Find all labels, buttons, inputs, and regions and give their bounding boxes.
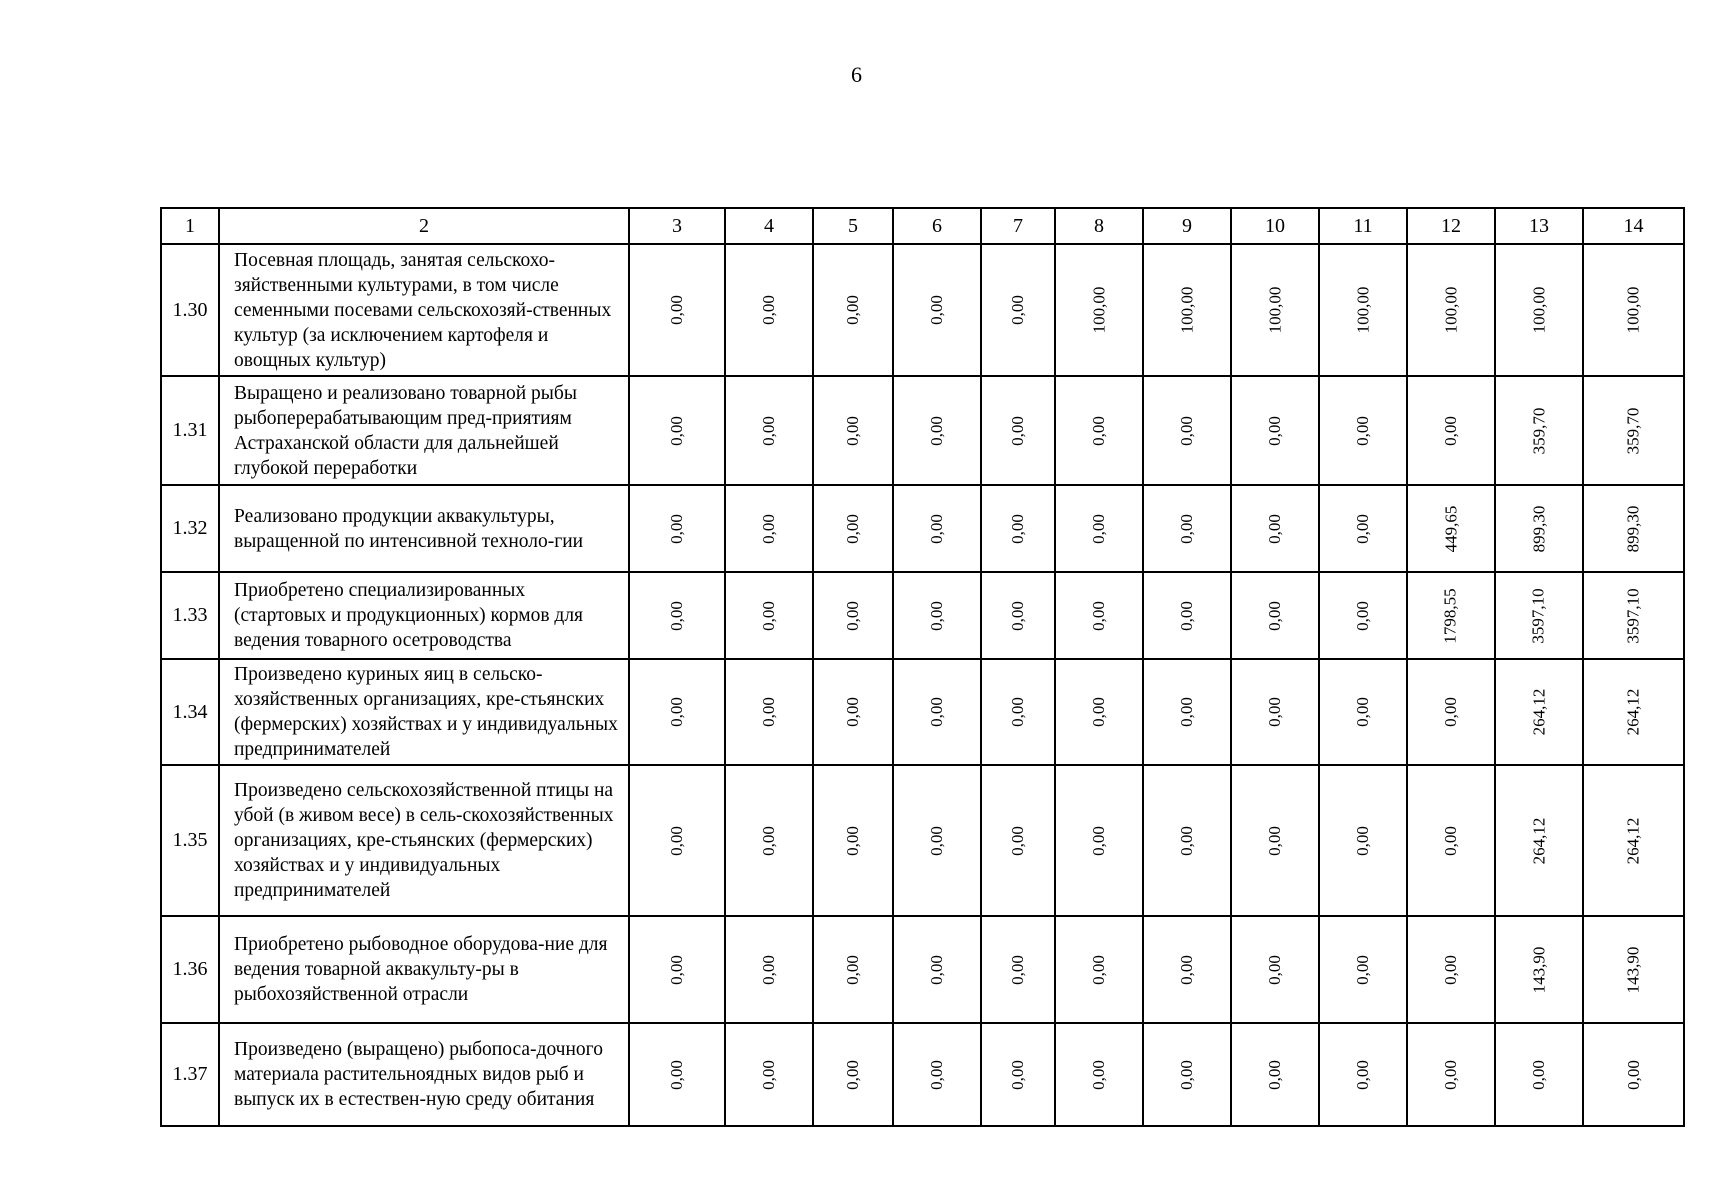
value-cell xyxy=(1319,572,1407,659)
cell-value: 0,00 xyxy=(1008,1059,1027,1090)
column-header: 6 xyxy=(893,208,981,244)
value-cell xyxy=(981,659,1055,765)
value-cell xyxy=(981,1023,1055,1126)
value-cell xyxy=(813,765,893,916)
value-cell xyxy=(1231,376,1319,485)
value-cell xyxy=(1583,1023,1684,1126)
value-cell xyxy=(1143,1023,1231,1126)
value-cell xyxy=(1231,765,1319,916)
value-cell xyxy=(1407,659,1495,765)
cell-value: 899,30 xyxy=(1623,505,1643,552)
cell-value: 449,65 xyxy=(1441,505,1460,552)
value-cell xyxy=(813,916,893,1023)
table-row xyxy=(161,485,1684,572)
column-header: 2 xyxy=(219,208,629,244)
value-cell xyxy=(1055,485,1143,572)
column-header: 5 xyxy=(813,208,893,244)
value-cell xyxy=(981,572,1055,659)
row-number: 1.36 xyxy=(161,916,219,1023)
value-cell xyxy=(1231,659,1319,765)
value-cell xyxy=(1143,765,1231,916)
cell-value: 899,30 xyxy=(1529,505,1548,552)
cell-value: 0,00 xyxy=(1441,415,1460,446)
row-description: Приобретено специализированных (стартовых и продукционных) кормов для ведения товарного осетроводства xyxy=(219,572,629,659)
value-cell xyxy=(813,1023,893,1126)
value-cell xyxy=(1583,916,1684,1023)
cell-value: 0,00 xyxy=(1089,1059,1108,1090)
cell-value: 0,00 xyxy=(1265,825,1284,856)
cell-value: 3597,10 xyxy=(1529,587,1548,644)
cell-value: 0,00 xyxy=(1623,1059,1643,1090)
cell-value: 0,00 xyxy=(1265,697,1284,727)
cell-value: 100,00 xyxy=(1265,286,1284,334)
cell-value: 0,00 xyxy=(927,1059,946,1090)
cell-value: 0,00 xyxy=(1177,954,1196,985)
value-cell xyxy=(813,572,893,659)
value-cell xyxy=(725,376,813,485)
page-number: 6 xyxy=(851,62,862,87)
cell-value: 0,00 xyxy=(1353,697,1372,727)
value-cell xyxy=(813,376,893,485)
cell-value: 0,00 xyxy=(667,697,686,727)
value-cell xyxy=(1583,376,1684,485)
value-cell xyxy=(1055,659,1143,765)
cell-value: 0,00 xyxy=(843,825,862,856)
cell-value: 0,00 xyxy=(1089,600,1108,631)
value-cell xyxy=(893,485,981,572)
value-cell xyxy=(981,376,1055,485)
row-description: Реализовано продукции аквакультуры, выращенной по интенсивной техноло-гии xyxy=(219,485,629,572)
value-cell xyxy=(981,485,1055,572)
cell-value: 0,00 xyxy=(1265,513,1284,544)
column-header: 7 xyxy=(981,208,1055,244)
cell-value: 0,00 xyxy=(1008,513,1027,544)
cell-value: 0,00 xyxy=(1353,1059,1372,1090)
value-cell xyxy=(1231,244,1319,376)
table-row xyxy=(161,1023,1684,1126)
value-cell xyxy=(893,376,981,485)
cell-value: 0,00 xyxy=(667,295,686,325)
value-cell xyxy=(981,916,1055,1023)
value-cell xyxy=(1495,1023,1583,1126)
value-cell xyxy=(1407,1023,1495,1126)
row-description: Произведено куриных яиц в сельско-хозяйственных организациях, кре-стьянских (фермерских) хозяйствах и у индивидуальных предпринимателей xyxy=(219,659,629,765)
column-header: 10 xyxy=(1231,208,1319,244)
value-cell xyxy=(1583,572,1684,659)
column-header: 1 xyxy=(161,208,219,244)
table-row xyxy=(161,659,1684,765)
value-cell xyxy=(1495,244,1583,376)
cell-value: 0,00 xyxy=(1441,825,1460,856)
value-cell xyxy=(1143,572,1231,659)
value-cell xyxy=(1055,916,1143,1023)
value-cell xyxy=(981,765,1055,916)
value-cell xyxy=(629,376,725,485)
value-cell xyxy=(893,659,981,765)
value-cell xyxy=(1495,376,1583,485)
cell-value: 0,00 xyxy=(667,954,686,985)
cell-value: 0,00 xyxy=(1353,600,1372,631)
value-cell xyxy=(629,765,725,916)
value-cell xyxy=(725,485,813,572)
cell-value: 0,00 xyxy=(843,415,862,446)
value-cell xyxy=(813,244,893,376)
value-cell xyxy=(629,244,725,376)
value-cell xyxy=(1143,916,1231,1023)
cell-value: 0,00 xyxy=(1177,697,1196,727)
cell-value: 0,00 xyxy=(1008,697,1027,727)
value-cell xyxy=(629,1023,725,1126)
column-header: 3 xyxy=(629,208,725,244)
value-cell xyxy=(1055,244,1143,376)
value-cell xyxy=(1231,1023,1319,1126)
cell-value: 0,00 xyxy=(1353,415,1372,446)
cell-value: 0,00 xyxy=(1089,697,1108,727)
cell-value: 0,00 xyxy=(667,513,686,544)
cell-value: 100,00 xyxy=(1353,286,1372,334)
row-description: Посевная площадь, занятая сельскохо-зяйственными культурами, в том числе семенными посевами сельскохозяй-ственных культур (за исключением картофеля и овощных культур) xyxy=(219,244,629,376)
cell-value: 0,00 xyxy=(1008,600,1027,631)
value-cell xyxy=(893,916,981,1023)
cell-value: 100,00 xyxy=(1441,286,1460,334)
cell-value: 0,00 xyxy=(1353,825,1372,856)
cell-value: 143,90 xyxy=(1623,946,1643,993)
column-header: 14 xyxy=(1583,208,1684,244)
cell-value: 0,00 xyxy=(1177,513,1196,544)
row-description: Произведено (выращено) рыбопоса-дочного материала растительноядных видов рыб и выпуск их в естествен-ную среду обитания xyxy=(219,1023,629,1126)
cell-value: 264,12 xyxy=(1529,688,1548,736)
value-cell xyxy=(1319,659,1407,765)
value-cell xyxy=(1583,485,1684,572)
value-cell xyxy=(1319,244,1407,376)
value-cell xyxy=(725,659,813,765)
cell-value: 0,00 xyxy=(667,825,686,856)
cell-value: 0,00 xyxy=(1177,600,1196,631)
cell-value: 0,00 xyxy=(1529,1059,1548,1090)
cell-value: 0,00 xyxy=(667,1059,686,1090)
value-cell xyxy=(1407,572,1495,659)
value-cell xyxy=(1495,485,1583,572)
value-cell xyxy=(1583,659,1684,765)
column-header: 13 xyxy=(1495,208,1583,244)
cell-value: 0,00 xyxy=(759,513,778,544)
cell-value: 0,00 xyxy=(843,697,862,727)
cell-value: 0,00 xyxy=(1353,954,1372,985)
value-cell xyxy=(629,485,725,572)
value-cell xyxy=(1055,765,1143,916)
value-cell xyxy=(813,659,893,765)
value-cell xyxy=(1319,485,1407,572)
cell-value: 0,00 xyxy=(927,415,946,446)
value-cell xyxy=(725,572,813,659)
cell-value: 0,00 xyxy=(1177,825,1196,856)
value-cell xyxy=(1055,1023,1143,1126)
cell-value: 264,12 xyxy=(1623,688,1643,736)
value-cell xyxy=(1407,376,1495,485)
cell-value: 0,00 xyxy=(759,600,778,631)
cell-value: 0,00 xyxy=(667,600,686,631)
value-cell xyxy=(629,572,725,659)
cell-value: 0,00 xyxy=(1177,415,1196,446)
value-cell xyxy=(725,765,813,916)
indicators-table xyxy=(160,207,1685,1127)
cell-value: 100,00 xyxy=(1089,286,1108,334)
cell-value: 0,00 xyxy=(1265,954,1284,985)
value-cell xyxy=(1583,244,1684,376)
value-cell xyxy=(1143,376,1231,485)
value-cell xyxy=(1319,376,1407,485)
cell-value: 0,00 xyxy=(1089,954,1108,985)
cell-value: 3597,10 xyxy=(1623,587,1643,644)
row-description: Выращено и реализовано товарной рыбы рыбоперерабатывающим пред-приятиям Астраханской области для дальнейшей глубокой переработки xyxy=(219,376,629,485)
cell-value: 1798,55 xyxy=(1441,587,1460,644)
cell-value: 0,00 xyxy=(1008,415,1027,446)
column-header: 12 xyxy=(1407,208,1495,244)
value-cell xyxy=(1231,485,1319,572)
cell-value: 0,00 xyxy=(1265,415,1284,446)
cell-value: 0,00 xyxy=(843,954,862,985)
cell-value: 0,00 xyxy=(1089,825,1108,856)
cell-value: 359,70 xyxy=(1529,407,1548,454)
table-header-row xyxy=(161,208,1684,244)
value-cell xyxy=(1231,572,1319,659)
row-number: 1.30 xyxy=(161,244,219,376)
cell-value: 264,12 xyxy=(1529,817,1548,864)
value-cell xyxy=(1055,376,1143,485)
cell-value: 0,00 xyxy=(927,600,946,631)
row-number: 1.33 xyxy=(161,572,219,659)
cell-value: 0,00 xyxy=(927,295,946,325)
value-cell xyxy=(1319,1023,1407,1126)
row-number: 1.34 xyxy=(161,659,219,765)
cell-value: 0,00 xyxy=(759,1059,778,1090)
cell-value: 143,90 xyxy=(1529,946,1548,993)
cell-value: 100,00 xyxy=(1177,286,1196,334)
row-number: 1.35 xyxy=(161,765,219,916)
value-cell xyxy=(1583,765,1684,916)
cell-value: 0,00 xyxy=(1008,295,1027,325)
cell-value: 0,00 xyxy=(1008,825,1027,856)
value-cell xyxy=(629,659,725,765)
column-header: 4 xyxy=(725,208,813,244)
value-cell xyxy=(1495,916,1583,1023)
column-header: 8 xyxy=(1055,208,1143,244)
cell-value: 0,00 xyxy=(843,600,862,631)
cell-value: 0,00 xyxy=(1089,415,1108,446)
row-number: 1.37 xyxy=(161,1023,219,1126)
row-number: 1.32 xyxy=(161,485,219,572)
value-cell xyxy=(893,1023,981,1126)
cell-value: 0,00 xyxy=(759,825,778,856)
value-cell xyxy=(893,572,981,659)
value-cell xyxy=(1407,916,1495,1023)
cell-value: 100,00 xyxy=(1529,286,1548,334)
row-description: Произведено сельскохозяйственной птицы на убой (в живом весе) в сель-скохозяйственных организациях, кре-стьянских (фермерских) хозяйствах и у индивидуальных предпринимателей xyxy=(219,765,629,916)
cell-value: 0,00 xyxy=(1265,1059,1284,1090)
row-number: 1.31 xyxy=(161,376,219,485)
cell-value: 0,00 xyxy=(1441,697,1460,727)
value-cell xyxy=(1319,765,1407,916)
value-cell xyxy=(1231,916,1319,1023)
row-description: Приобретено рыбоводное оборудова-ние для ведения товарной аквакульту-ры в рыбохозяйственной отрасли xyxy=(219,916,629,1023)
value-cell xyxy=(1143,485,1231,572)
value-cell xyxy=(1495,659,1583,765)
table-row xyxy=(161,244,1684,376)
cell-value: 264,12 xyxy=(1623,817,1643,864)
value-cell xyxy=(813,485,893,572)
value-cell xyxy=(629,916,725,1023)
value-cell xyxy=(725,916,813,1023)
value-cell xyxy=(893,244,981,376)
column-header: 11 xyxy=(1319,208,1407,244)
cell-value: 0,00 xyxy=(843,1059,862,1090)
cell-value: 0,00 xyxy=(759,954,778,985)
value-cell xyxy=(1319,916,1407,1023)
value-cell xyxy=(981,244,1055,376)
cell-value: 100,00 xyxy=(1623,286,1643,334)
value-cell xyxy=(1055,572,1143,659)
cell-value: 0,00 xyxy=(1441,1059,1460,1090)
cell-value: 0,00 xyxy=(927,697,946,727)
value-cell xyxy=(1407,765,1495,916)
table-row xyxy=(161,572,1684,659)
cell-value: 0,00 xyxy=(1177,1059,1196,1090)
cell-value: 0,00 xyxy=(843,295,862,325)
value-cell xyxy=(725,244,813,376)
cell-value: 0,00 xyxy=(927,954,946,985)
cell-value: 0,00 xyxy=(759,697,778,727)
value-cell xyxy=(1143,244,1231,376)
cell-value: 0,00 xyxy=(1265,600,1284,631)
cell-value: 0,00 xyxy=(759,415,778,446)
table-row xyxy=(161,376,1684,485)
table-row xyxy=(161,916,1684,1023)
column-header: 9 xyxy=(1143,208,1231,244)
cell-value: 0,00 xyxy=(1441,954,1460,985)
cell-value: 0,00 xyxy=(759,295,778,325)
cell-value: 359,70 xyxy=(1623,407,1643,454)
cell-value: 0,00 xyxy=(1008,954,1027,985)
cell-value: 0,00 xyxy=(927,825,946,856)
value-cell xyxy=(1495,765,1583,916)
value-cell xyxy=(725,1023,813,1126)
cell-value: 0,00 xyxy=(1353,513,1372,544)
value-cell xyxy=(1407,485,1495,572)
cell-value: 0,00 xyxy=(843,513,862,544)
value-cell xyxy=(1495,572,1583,659)
cell-value: 0,00 xyxy=(927,513,946,544)
value-cell xyxy=(893,765,981,916)
cell-value: 0,00 xyxy=(667,415,686,446)
cell-value: 0,00 xyxy=(1089,513,1108,544)
table-row xyxy=(161,765,1684,916)
value-cell xyxy=(1143,659,1231,765)
value-cell xyxy=(1407,244,1495,376)
